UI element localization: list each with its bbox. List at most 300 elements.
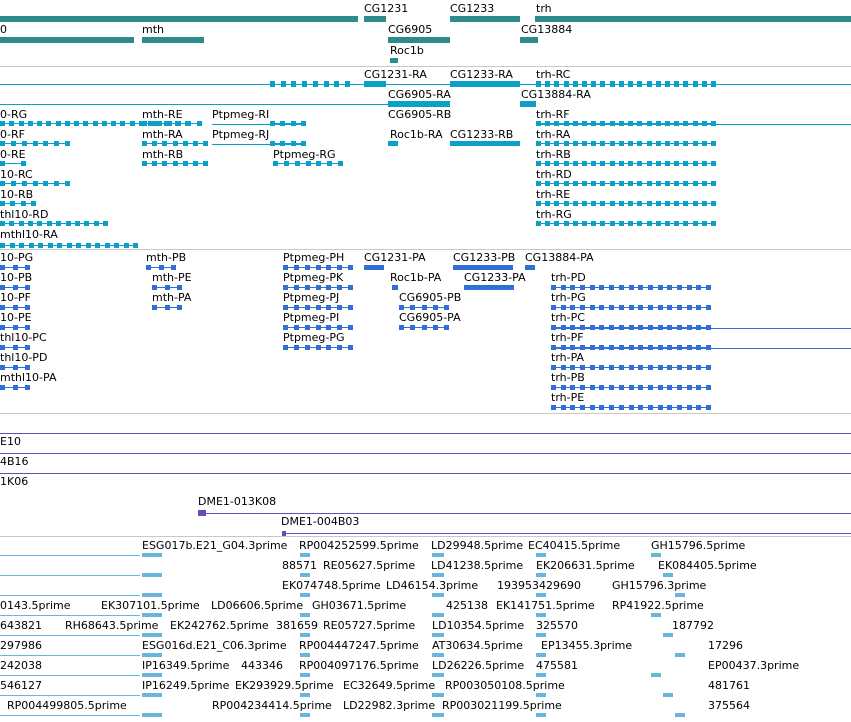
- proteins-feature-label[interactable]: CG1231-PA: [364, 251, 426, 264]
- protein-exon[interactable]: [25, 325, 30, 330]
- clone-line[interactable]: [282, 533, 851, 534]
- protein-exon[interactable]: [348, 325, 353, 330]
- transcript-exon[interactable]: [43, 141, 48, 146]
- transcripts-feature-label[interactable]: trh-RA: [536, 128, 571, 141]
- gene-bar[interactable]: [450, 16, 520, 22]
- protein-exon[interactable]: [25, 305, 30, 310]
- transcript-exon[interactable]: [536, 141, 541, 146]
- transcript-exon[interactable]: [628, 141, 633, 146]
- protein-bar[interactable]: [464, 285, 514, 290]
- transcripts-feature-label[interactable]: 0-RE: [0, 148, 26, 161]
- transcript-exon[interactable]: [554, 201, 559, 206]
- est-bar[interactable]: [536, 553, 546, 557]
- protein-bar[interactable]: [392, 285, 398, 290]
- transcript-exon[interactable]: [610, 161, 615, 166]
- est-bar[interactable]: [300, 633, 310, 637]
- transcripts-feature-label[interactable]: thl10-RD: [0, 208, 49, 221]
- est-bar[interactable]: [432, 573, 444, 577]
- protein-exon[interactable]: [283, 285, 288, 290]
- transcript-exon[interactable]: [545, 181, 550, 186]
- protein-exon[interactable]: [648, 305, 653, 310]
- proteins-feature-label[interactable]: mth-PE: [152, 271, 192, 284]
- transcript-exon[interactable]: [28, 221, 33, 226]
- protein-exon[interactable]: [706, 305, 711, 310]
- ests-feature-label[interactable]: 481761: [708, 679, 750, 692]
- protein-bar[interactable]: [364, 265, 384, 270]
- transcript-exon[interactable]: [591, 181, 596, 186]
- transcript-exon[interactable]: [114, 243, 119, 248]
- protein-exon[interactable]: [599, 365, 604, 370]
- clone-line[interactable]: [198, 513, 851, 514]
- protein-exon[interactable]: [561, 285, 566, 290]
- protein-exon[interactable]: [658, 305, 663, 310]
- transcript-exon[interactable]: [564, 141, 569, 146]
- ests-feature-label[interactable]: RP004447247.5prime: [299, 639, 419, 652]
- protein-exon[interactable]: [590, 405, 595, 410]
- transcript-exon[interactable]: [102, 121, 107, 126]
- protein-exon[interactable]: [677, 385, 682, 390]
- transcript-exon[interactable]: [313, 81, 318, 87]
- protein-exon[interactable]: [551, 405, 556, 410]
- protein-exon[interactable]: [658, 365, 663, 370]
- est-bar[interactable]: [142, 653, 162, 657]
- transcript-exon[interactable]: [554, 81, 559, 87]
- transcripts-feature-label[interactable]: trh-RE: [536, 188, 571, 201]
- protein-exon[interactable]: [316, 345, 321, 350]
- transcripts-feature-label[interactable]: 10-RB: [0, 188, 34, 201]
- proteins-feature-label[interactable]: thl10-PD: [0, 351, 48, 364]
- protein-exon[interactable]: [561, 385, 566, 390]
- protein-exon[interactable]: [590, 385, 595, 390]
- est-line[interactable]: [0, 695, 140, 696]
- transcripts-feature-label[interactable]: trh-RF: [536, 108, 570, 121]
- transcript-exon[interactable]: [46, 121, 51, 126]
- transcript-exon[interactable]: [162, 141, 167, 146]
- genes-feature-label[interactable]: CG13884: [521, 23, 573, 36]
- proteins-feature-label[interactable]: trh-PG: [551, 291, 586, 304]
- est-line[interactable]: [0, 615, 140, 616]
- transcript-exon[interactable]: [693, 201, 698, 206]
- transcript-exon[interactable]: [637, 161, 642, 166]
- genes-feature-label[interactable]: CG1231: [364, 2, 409, 15]
- proteins-feature-label[interactable]: trh-PE: [551, 391, 585, 404]
- est-bar[interactable]: [142, 613, 162, 617]
- protein-exon[interactable]: [348, 345, 353, 350]
- est-bar[interactable]: [432, 653, 444, 657]
- transcript-bar[interactable]: [388, 141, 398, 146]
- transcript-exon[interactable]: [693, 161, 698, 166]
- transcript-exon[interactable]: [637, 181, 642, 186]
- transcript-exon[interactable]: [270, 81, 275, 87]
- transcript-exon[interactable]: [302, 81, 307, 87]
- transcript-exon[interactable]: [573, 201, 578, 206]
- protein-exon[interactable]: [658, 405, 663, 410]
- protein-exon[interactable]: [399, 325, 404, 330]
- transcript-exon[interactable]: [591, 201, 596, 206]
- transcript-exon[interactable]: [43, 181, 48, 186]
- est-bar[interactable]: [675, 593, 685, 597]
- protein-exon[interactable]: [283, 265, 288, 270]
- transcript-exon[interactable]: [65, 141, 70, 146]
- protein-line[interactable]: [551, 348, 851, 349]
- transcript-exon[interactable]: [0, 221, 5, 226]
- est-bar[interactable]: [300, 593, 310, 597]
- protein-exon[interactable]: [580, 285, 585, 290]
- transcript-exon[interactable]: [628, 181, 633, 186]
- transcript-exon[interactable]: [582, 161, 587, 166]
- ests-feature-label[interactable]: EK141751.5prime: [496, 599, 595, 612]
- gene-bar[interactable]: [535, 16, 851, 22]
- transcript-exon[interactable]: [76, 243, 81, 248]
- transcript-exon[interactable]: [86, 243, 91, 248]
- transcript-exon[interactable]: [591, 141, 596, 146]
- transcript-exon[interactable]: [683, 141, 688, 146]
- transcript-exon[interactable]: [295, 161, 300, 166]
- transcript-exon[interactable]: [334, 81, 339, 87]
- protein-exon[interactable]: [177, 285, 182, 290]
- transcript-exon[interactable]: [711, 81, 716, 87]
- est-bar[interactable]: [651, 613, 661, 617]
- transcript-exon[interactable]: [702, 181, 707, 186]
- transcript-intron[interactable]: [536, 223, 716, 224]
- protein-exon[interactable]: [283, 325, 288, 330]
- transcript-exon[interactable]: [56, 121, 61, 126]
- est-bar[interactable]: [300, 613, 310, 617]
- ests-feature-label[interactable]: EK307101.5prime: [101, 599, 200, 612]
- ests-feature-label[interactable]: RH68643.5prime: [65, 619, 159, 632]
- transcript-exon[interactable]: [175, 121, 180, 126]
- transcript-exon[interactable]: [702, 141, 707, 146]
- transcript-exon[interactable]: [637, 221, 642, 226]
- transcript-exon[interactable]: [11, 181, 16, 186]
- transcript-exon[interactable]: [647, 81, 652, 87]
- transcript-exon[interactable]: [711, 201, 716, 206]
- genes-feature-label[interactable]: 0: [0, 23, 7, 36]
- transcript-line[interactable]: [536, 124, 851, 125]
- protein-exon[interactable]: [348, 305, 353, 310]
- transcript-bar[interactable]: [388, 101, 450, 107]
- protein-exon[interactable]: [638, 385, 643, 390]
- ests-feature-label[interactable]: RP004097176.5prime: [299, 659, 419, 672]
- protein-exon[interactable]: [658, 285, 663, 290]
- transcripts-feature-label[interactable]: mth-RA: [142, 128, 183, 141]
- transcript-exon[interactable]: [582, 221, 587, 226]
- transcript-exon[interactable]: [33, 141, 38, 146]
- protein-exon[interactable]: [609, 385, 614, 390]
- protein-exon[interactable]: [146, 265, 151, 270]
- transcript-intron[interactable]: [536, 84, 716, 85]
- proteins-feature-label[interactable]: CG1233-PB: [453, 251, 516, 264]
- protein-exon[interactable]: [294, 325, 299, 330]
- transcript-exon[interactable]: [93, 121, 98, 126]
- protein-exon[interactable]: [590, 285, 595, 290]
- est-bar[interactable]: [142, 593, 162, 597]
- clones-feature-label[interactable]: 1K06: [0, 475, 29, 488]
- transcripts-feature-label[interactable]: 0-RF: [0, 128, 25, 141]
- transcript-exon[interactable]: [610, 81, 615, 87]
- protein-bar[interactable]: [453, 265, 513, 270]
- transcript-exon[interactable]: [324, 81, 329, 87]
- proteins-feature-label[interactable]: Ptpmeg-PI: [283, 311, 340, 324]
- transcript-exon[interactable]: [665, 141, 670, 146]
- transcript-exon[interactable]: [65, 121, 70, 126]
- protein-exon[interactable]: [609, 285, 614, 290]
- transcript-exon[interactable]: [656, 201, 661, 206]
- protein-exon[interactable]: [0, 365, 5, 370]
- ests-feature-label[interactable]: 546127: [0, 679, 42, 692]
- transcript-bar[interactable]: [364, 81, 386, 87]
- transcript-line[interactable]: [0, 104, 388, 105]
- clone-bar[interactable]: [198, 510, 206, 516]
- transcript-intron[interactable]: [0, 223, 108, 224]
- protein-exon[interactable]: [590, 305, 595, 310]
- protein-exon[interactable]: [667, 365, 672, 370]
- transcript-exon[interactable]: [573, 141, 578, 146]
- transcript-exon[interactable]: [683, 181, 688, 186]
- genes-feature-label[interactable]: trh: [536, 2, 552, 15]
- transcript-exon[interactable]: [674, 201, 679, 206]
- transcript-exon[interactable]: [338, 161, 343, 166]
- protein-exon[interactable]: [283, 305, 288, 310]
- protein-exon[interactable]: [619, 365, 624, 370]
- ests-feature-label[interactable]: EC32649.5prime: [343, 679, 436, 692]
- ests-feature-label[interactable]: EC40415.5prime: [528, 539, 621, 552]
- protein-exon[interactable]: [177, 305, 182, 310]
- transcript-exon[interactable]: [564, 201, 569, 206]
- transcript-line[interactable]: [212, 144, 302, 145]
- protein-exon[interactable]: [0, 285, 5, 290]
- est-bar[interactable]: [536, 593, 546, 597]
- est-bar[interactable]: [142, 553, 162, 557]
- protein-exon[interactable]: [326, 305, 331, 310]
- transcript-exon[interactable]: [702, 201, 707, 206]
- transcript-exon[interactable]: [84, 221, 89, 226]
- transcript-exon[interactable]: [105, 243, 110, 248]
- ests-feature-label[interactable]: LD10354.5prime: [432, 619, 525, 632]
- protein-exon[interactable]: [433, 305, 438, 310]
- est-line[interactable]: [0, 575, 140, 576]
- genes-feature-label[interactable]: CG6905: [388, 23, 433, 36]
- transcript-exon[interactable]: [536, 161, 541, 166]
- protein-exon[interactable]: [165, 285, 170, 290]
- protein-exon[interactable]: [25, 345, 30, 350]
- protein-exon[interactable]: [326, 285, 331, 290]
- protein-exon[interactable]: [706, 365, 711, 370]
- proteins-feature-label[interactable]: 10-PE: [0, 311, 32, 324]
- transcript-exon[interactable]: [9, 121, 14, 126]
- protein-exon[interactable]: [283, 345, 288, 350]
- protein-exon[interactable]: [561, 365, 566, 370]
- transcripts-feature-label[interactable]: Roc1b-RA: [390, 128, 443, 141]
- transcript-exon[interactable]: [19, 121, 24, 126]
- transcript-exon[interactable]: [197, 121, 202, 126]
- protein-exon[interactable]: [570, 365, 575, 370]
- transcript-exon[interactable]: [203, 141, 208, 146]
- gene-bar[interactable]: [142, 37, 204, 43]
- transcript-exon[interactable]: [610, 181, 615, 186]
- est-bar[interactable]: [432, 673, 444, 677]
- est-line[interactable]: [0, 555, 140, 556]
- transcript-exon[interactable]: [619, 161, 624, 166]
- protein-exon[interactable]: [337, 265, 342, 270]
- protein-exon[interactable]: [13, 325, 18, 330]
- protein-exon[interactable]: [706, 385, 711, 390]
- transcript-exon[interactable]: [674, 161, 679, 166]
- clones-feature-label[interactable]: 4B16: [0, 455, 29, 468]
- gene-bar[interactable]: [388, 37, 450, 43]
- protein-exon[interactable]: [629, 285, 634, 290]
- protein-exon[interactable]: [648, 405, 653, 410]
- protein-exon[interactable]: [326, 265, 331, 270]
- transcript-exon[interactable]: [183, 141, 188, 146]
- protein-exon[interactable]: [337, 345, 342, 350]
- protein-exon[interactable]: [638, 285, 643, 290]
- protein-exon[interactable]: [619, 385, 624, 390]
- protein-exon[interactable]: [159, 265, 164, 270]
- transcript-exon[interactable]: [273, 161, 278, 166]
- protein-exon[interactable]: [25, 285, 30, 290]
- transcript-exon[interactable]: [554, 181, 559, 186]
- transcript-exon[interactable]: [22, 141, 27, 146]
- transcript-exon[interactable]: [683, 81, 688, 87]
- transcripts-feature-label[interactable]: CG1233-RB: [450, 128, 514, 141]
- transcript-exon[interactable]: [628, 201, 633, 206]
- protein-exon[interactable]: [25, 265, 30, 270]
- transcript-exon[interactable]: [573, 81, 578, 87]
- ests-feature-label[interactable]: 0143.5prime: [0, 599, 71, 612]
- protein-exon[interactable]: [648, 365, 653, 370]
- transcript-exon[interactable]: [124, 243, 129, 248]
- est-bar[interactable]: [536, 653, 546, 657]
- transcript-exon[interactable]: [674, 221, 679, 226]
- protein-exon[interactable]: [629, 365, 634, 370]
- protein-exon[interactable]: [433, 325, 438, 330]
- transcript-exon[interactable]: [582, 141, 587, 146]
- est-bar[interactable]: [675, 653, 685, 657]
- ests-feature-label[interactable]: RP003021199.5prime: [442, 699, 562, 712]
- clone-line[interactable]: [0, 473, 851, 474]
- transcript-exon[interactable]: [57, 243, 62, 248]
- proteins-feature-label[interactable]: 10-PG: [0, 251, 34, 264]
- protein-exon[interactable]: [667, 385, 672, 390]
- transcript-exon[interactable]: [183, 161, 188, 166]
- est-bar[interactable]: [142, 573, 162, 577]
- est-bar[interactable]: [300, 653, 310, 657]
- transcript-exon[interactable]: [683, 201, 688, 206]
- protein-exon[interactable]: [316, 265, 321, 270]
- transcript-exon[interactable]: [270, 121, 275, 126]
- protein-exon[interactable]: [13, 365, 18, 370]
- protein-exon[interactable]: [696, 405, 701, 410]
- protein-line[interactable]: [551, 328, 851, 329]
- transcript-exon[interactable]: [619, 141, 624, 146]
- protein-exon[interactable]: [687, 405, 692, 410]
- ests-feature-label[interactable]: AT30634.5prime: [432, 639, 523, 652]
- protein-exon[interactable]: [410, 325, 415, 330]
- est-bar[interactable]: [142, 673, 162, 677]
- protein-exon[interactable]: [348, 265, 353, 270]
- proteins-feature-label[interactable]: trh-PF: [551, 331, 584, 344]
- est-bar[interactable]: [300, 693, 310, 697]
- ests-feature-label[interactable]: 297986: [0, 639, 42, 652]
- transcript-exon[interactable]: [582, 181, 587, 186]
- protein-exon[interactable]: [706, 405, 711, 410]
- transcript-exon[interactable]: [683, 161, 688, 166]
- protein-exon[interactable]: [316, 305, 321, 310]
- proteins-feature-label[interactable]: mthl10-PA: [0, 371, 57, 384]
- transcript-exon[interactable]: [74, 121, 79, 126]
- proteins-feature-label[interactable]: thl10-PC: [0, 331, 47, 344]
- transcript-exon[interactable]: [637, 201, 642, 206]
- protein-exon[interactable]: [337, 325, 342, 330]
- ests-feature-label[interactable]: ESG016d.E21_C06.3prime: [142, 639, 287, 652]
- transcript-exon[interactable]: [545, 141, 550, 146]
- transcript-exon[interactable]: [693, 221, 698, 226]
- transcripts-feature-label[interactable]: CG1231-RA: [364, 68, 427, 81]
- protein-exon[interactable]: [570, 385, 575, 390]
- transcript-exon[interactable]: [31, 201, 36, 206]
- transcript-exon[interactable]: [545, 161, 550, 166]
- transcripts-feature-label[interactable]: mthl10-RA: [0, 228, 58, 241]
- transcript-exon[interactable]: [306, 161, 311, 166]
- transcript-exon[interactable]: [545, 81, 550, 87]
- proteins-feature-label[interactable]: CG13884-PA: [525, 251, 594, 264]
- protein-exon[interactable]: [677, 365, 682, 370]
- est-bar[interactable]: [142, 693, 162, 697]
- transcript-exon[interactable]: [301, 141, 306, 146]
- ests-feature-label[interactable]: RP004234414.5prime: [212, 699, 332, 712]
- protein-exon[interactable]: [696, 365, 701, 370]
- transcript-exon[interactable]: [193, 161, 198, 166]
- transcript-exon[interactable]: [56, 221, 61, 226]
- transcript-exon[interactable]: [600, 161, 605, 166]
- transcript-exon[interactable]: [0, 121, 5, 126]
- proteins-feature-label[interactable]: 10-PB: [0, 271, 33, 284]
- transcript-intron[interactable]: [536, 163, 716, 164]
- ests-feature-label[interactable]: 375564: [708, 699, 750, 712]
- transcript-exon[interactable]: [142, 161, 147, 166]
- transcript-exon[interactable]: [291, 141, 296, 146]
- protein-exon[interactable]: [305, 305, 310, 310]
- transcript-exon[interactable]: [665, 161, 670, 166]
- est-bar[interactable]: [651, 553, 661, 557]
- ests-feature-label[interactable]: GH15796.5prime: [651, 539, 746, 552]
- proteins-feature-label[interactable]: CG6905-PA: [399, 311, 461, 324]
- proteins-feature-label[interactable]: mth-PB: [146, 251, 187, 264]
- ests-feature-label[interactable]: IP16349.5prime: [142, 659, 230, 672]
- protein-exon[interactable]: [599, 405, 604, 410]
- transcript-exon[interactable]: [582, 81, 587, 87]
- transcript-bar[interactable]: [450, 81, 520, 87]
- ests-feature-label[interactable]: EK084405.5prime: [658, 559, 757, 572]
- transcripts-feature-label[interactable]: CG6905-RA: [388, 88, 451, 101]
- ests-feature-label[interactable]: EK074748.5prime: [282, 579, 381, 592]
- protein-exon[interactable]: [658, 385, 663, 390]
- ests-feature-label[interactable]: RE05627.5prime: [323, 559, 416, 572]
- protein-exon[interactable]: [294, 285, 299, 290]
- transcript-exon[interactable]: [0, 141, 5, 146]
- protein-exon[interactable]: [399, 305, 404, 310]
- transcript-exon[interactable]: [47, 221, 52, 226]
- ests-feature-label[interactable]: 242038: [0, 659, 42, 672]
- transcript-exon[interactable]: [619, 221, 624, 226]
- protein-exon[interactable]: [0, 325, 5, 330]
- proteins-feature-label[interactable]: Ptpmeg-PJ: [283, 291, 340, 304]
- transcript-exon[interactable]: [554, 141, 559, 146]
- protein-exon[interactable]: [13, 265, 18, 270]
- est-bar[interactable]: [300, 573, 310, 577]
- transcript-exon[interactable]: [37, 121, 42, 126]
